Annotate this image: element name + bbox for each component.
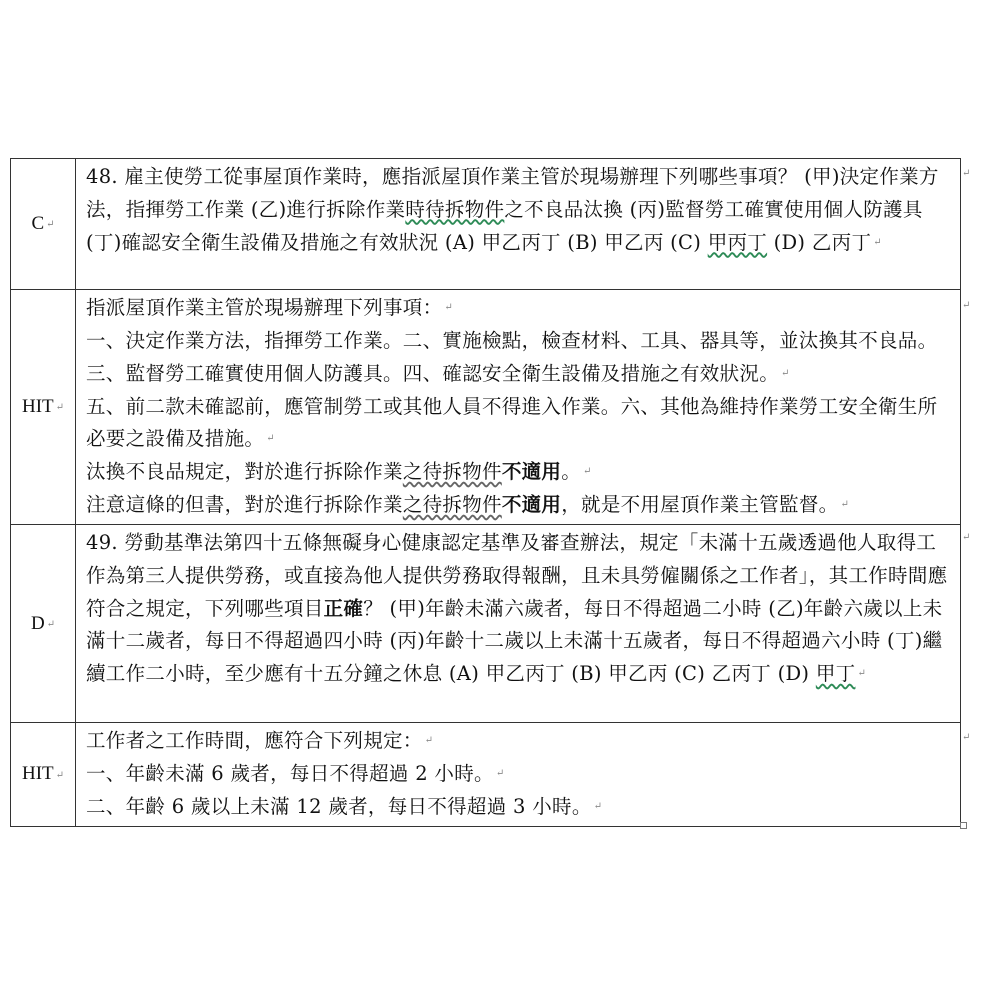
- para-mark: ↵: [46, 618, 56, 630]
- explanation-line: [86, 391, 954, 457]
- table-row-hit49: [11, 723, 961, 827]
- answer-cell: [11, 290, 76, 525]
- explanation-cell: [76, 723, 961, 827]
- explanation-line: [86, 325, 954, 391]
- explanation-text: ，就是不用屋頂作業主管監督。: [561, 493, 839, 517]
- table-resize-handle[interactable]: [960, 822, 967, 829]
- explanation-line: [86, 791, 954, 824]
- answer-label: C: [31, 213, 45, 234]
- spellcheck-underlined-text: 之待拆物件: [402, 493, 502, 517]
- spellcheck-underlined-text: 甲丁: [815, 662, 856, 686]
- para-mark: ↵: [840, 499, 850, 511]
- question-text-cont: 之不良品汰換 (丙)監督勞工確實使用個人防護具 (丁)確認安全衛生設備及措施之有效狀況 (A) 甲乙丙丁 (B) 甲乙丙 (C): [86, 197, 923, 254]
- para-mark: ↵: [424, 735, 434, 747]
- para-mark: ↵: [857, 668, 867, 680]
- table-row-hit48: [11, 290, 961, 525]
- row-end-mark: ↵: [962, 732, 971, 743]
- spellcheck-underlined-text: 甲丙丁: [707, 230, 768, 254]
- explanation-text: 。: [561, 460, 582, 484]
- spellcheck-underlined-text: 時待拆物件: [405, 197, 505, 221]
- explanation-cell: [76, 290, 961, 525]
- spellcheck-underlined-text: 之待拆物件: [402, 460, 502, 484]
- explanation-text: 一、決定作業方法，指揮勞工作業。二、實施檢點，檢查材料、工具、器具等，並汰換其不良品。三、監督勞工確實使用個人防護具。四、確認安全衛生設備及措施之有效狀況。: [86, 328, 938, 385]
- para-mark: ↵: [46, 219, 55, 231]
- answer-cell: [11, 723, 76, 827]
- answer-cell: [11, 525, 76, 723]
- row-end-mark: ↵: [962, 300, 971, 311]
- explanation-line: [86, 758, 954, 791]
- bold-text: 正確: [323, 596, 364, 620]
- table-row-q48: [11, 159, 961, 290]
- para-mark: ↵: [55, 769, 65, 781]
- question-text-end: (D) 乙丙丁: [767, 230, 872, 254]
- question-text: 48. 雇主使勞工從事屋頂作業時，應指派屋頂作業主管於現場辦理下列哪些事項？ (甲)決定作業方法，指揮勞工作業 (乙)進行拆除作業: [86, 165, 939, 221]
- para-mark: ↵: [781, 367, 790, 379]
- explanation-text: 一、年齡未滿 6 歲者，每日不得超過 2 小時。: [86, 761, 494, 785]
- qa-table: [10, 158, 961, 827]
- para-mark: ↵: [873, 236, 882, 248]
- question-cell: [76, 159, 961, 290]
- question-text-cont: ？ (甲)年齡未滿六歲者，每日不得超過二小時 (乙)年齡六歲以上未滿十二歲者，每日不得超過四小時 (丙)年齡十二歲以上未滿十五歲者，每日不得超過六小時 (丁)繼續工作二小時，至少應有十五分鐘之休息 (A) 甲乙丙丁 (B) 甲乙丙 (C) 乙丙丁 (D): [86, 596, 943, 686]
- answer-label: D: [30, 612, 45, 634]
- explanation-text: 工作者之工作時間，應符合下列規定：: [86, 729, 423, 753]
- explanation-text: 指派屋頂作業主管於現場辦理下列事項：: [86, 296, 443, 319]
- row-end-mark: ↵: [962, 168, 971, 179]
- explanation-text: 汰換不良品規定，對於進行拆除作業: [86, 460, 403, 484]
- para-mark: ↵: [55, 402, 65, 414]
- para-mark: ↵: [593, 800, 603, 812]
- para-mark: ↵: [266, 433, 275, 445]
- answer-label: HIT: [21, 396, 54, 418]
- explanation-line: [86, 292, 954, 325]
- explanation-line: [86, 456, 954, 489]
- answer-label: HIT: [21, 763, 54, 785]
- explanation-text: 注意這條的但書，對於進行拆除作業: [86, 493, 403, 517]
- explanation-line: [86, 725, 954, 758]
- bold-text: 不適用: [501, 493, 562, 517]
- answer-cell: [11, 159, 76, 290]
- bold-text: 不適用: [501, 460, 562, 484]
- table-row-q49: [11, 525, 961, 723]
- row-end-mark: ↵: [962, 532, 971, 543]
- para-mark: ↵: [583, 466, 592, 478]
- explanation-text: 五、前二款未確認前，應管制勞工或其他人員不得進入作業。六、其他為維持作業勞工安全衛生所必要之設備及措施。: [86, 394, 938, 451]
- para-mark: ↵: [495, 768, 505, 780]
- question-cell: [76, 525, 961, 723]
- question-text: 49. 勞動基準法第四十五條無礙身心健康認定基準及審查辦法，規定「未滿十五歲透過他人取得工作為第三人提供勞務，或直接為他人提供勞務取得報酬，且未具勞僱關係之工作者」，其工作時間應符合之規定，下列哪些項目: [86, 531, 948, 620]
- explanation-text: 二、年齡 6 歲以上未滿 12 歲者，每日不得超過 3 小時。: [86, 794, 592, 818]
- para-mark: ↵: [444, 302, 454, 314]
- explanation-line: [86, 489, 954, 522]
